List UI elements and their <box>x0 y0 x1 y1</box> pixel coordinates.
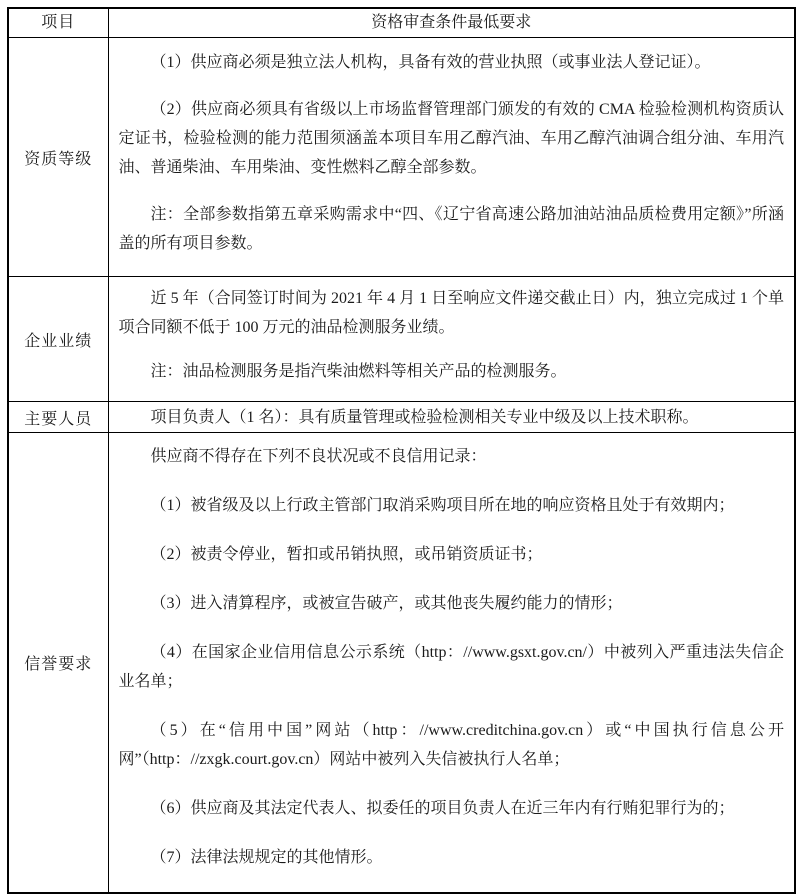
table-row-key-personnel <box>8 402 795 433</box>
table-row-qualification-level <box>8 38 795 277</box>
row-label-key-personnel: 主要人员 <box>8 402 108 433</box>
requirement-paragraph: （7）法律法规规定的其他情形。 <box>150 849 383 866</box>
table-header-row <box>8 8 795 38</box>
requirement-note: 注：全部参数指第五章采购需求中“四、《辽宁省高速公路加油站油品质检费用定额》”所涵盖的所有项目参数。 <box>118 206 784 252</box>
qualification-level-requirements <box>108 38 795 277</box>
table-row-reputation-requirements <box>8 433 795 894</box>
requirement-paragraph: （5）在“信用中国”网站（http：//www.creditchina.gov.cn）或“中国执行信息公开网”（http：//zxgk.court.gov.cn）网站中被列入失信被执行人名单； <box>118 722 784 768</box>
requirement-paragraph: （4）在国家企业信用信息公示系统（http：//www.gsxt.gov.cn/）中被列入严重违法失信企业名单； <box>118 644 784 690</box>
requirement-paragraph: （6）供应商及其法定代表人、拟委任的项目负责人在近三年内有行贿犯罪行为的； <box>150 800 735 817</box>
requirement-paragraph: （3）进入清算程序，或被宣告破产，或其他丧失履约能力的情形； <box>150 595 623 612</box>
qualification-requirements-table <box>7 7 796 894</box>
table-row-enterprise-performance <box>8 277 795 402</box>
requirement-paragraph: 项目负责人（1 名）：具有质量管理或检验检测相关专业中级及以上技术职称。 <box>150 408 699 426</box>
key-personnel-requirements <box>108 402 795 433</box>
header-requirement-label: 资格审查条件最低要求 <box>108 8 795 38</box>
reputation-requirements <box>108 433 795 894</box>
requirement-paragraph: （1）被省级及以上行政主管部门取消采购项目所在地的响应资格且处于有效期内； <box>150 497 735 514</box>
requirement-paragraph: （1）供应商必须是独立法人机构，具备有效的营业执照（或事业法人登记证）。 <box>150 54 711 71</box>
enterprise-performance-requirements <box>108 277 795 402</box>
header-item-label: 项目 <box>8 8 108 38</box>
requirement-paragraph: （2）被责令停业，暂扣或吊销执照，或吊销资质证书； <box>150 546 543 563</box>
row-label-enterprise-performance: 企业业绩 <box>8 277 108 402</box>
requirement-intro: 供应商不得存在下列不良状况或不良信用记录： <box>150 448 487 465</box>
requirement-note: 注：油品检测服务是指汽柴油燃料等相关产品的检测服务。 <box>150 363 567 380</box>
requirement-paragraph: （2）供应商必须具有省级以上市场监督管理部门颁发的有效的 CMA 检验检测机构资质认定证书，检验检测的能力范围须涵盖本项目车用乙醇汽油、车用乙醇汽油调合组分油、车用汽油、普通柴油、车用柴油、变性燃料乙醇全部参数。 <box>118 101 784 176</box>
row-label-reputation-requirements: 信誉要求 <box>8 433 108 894</box>
requirement-paragraph: 近 5 年（合同签订时间为 2021 年 4 月 1 日至响应文件递交截止日）内，独立完成过 1 个单项合同额不低于 100 万元的油品检测服务业绩。 <box>118 290 784 336</box>
row-label-qualification-level: 资质等级 <box>8 38 108 277</box>
